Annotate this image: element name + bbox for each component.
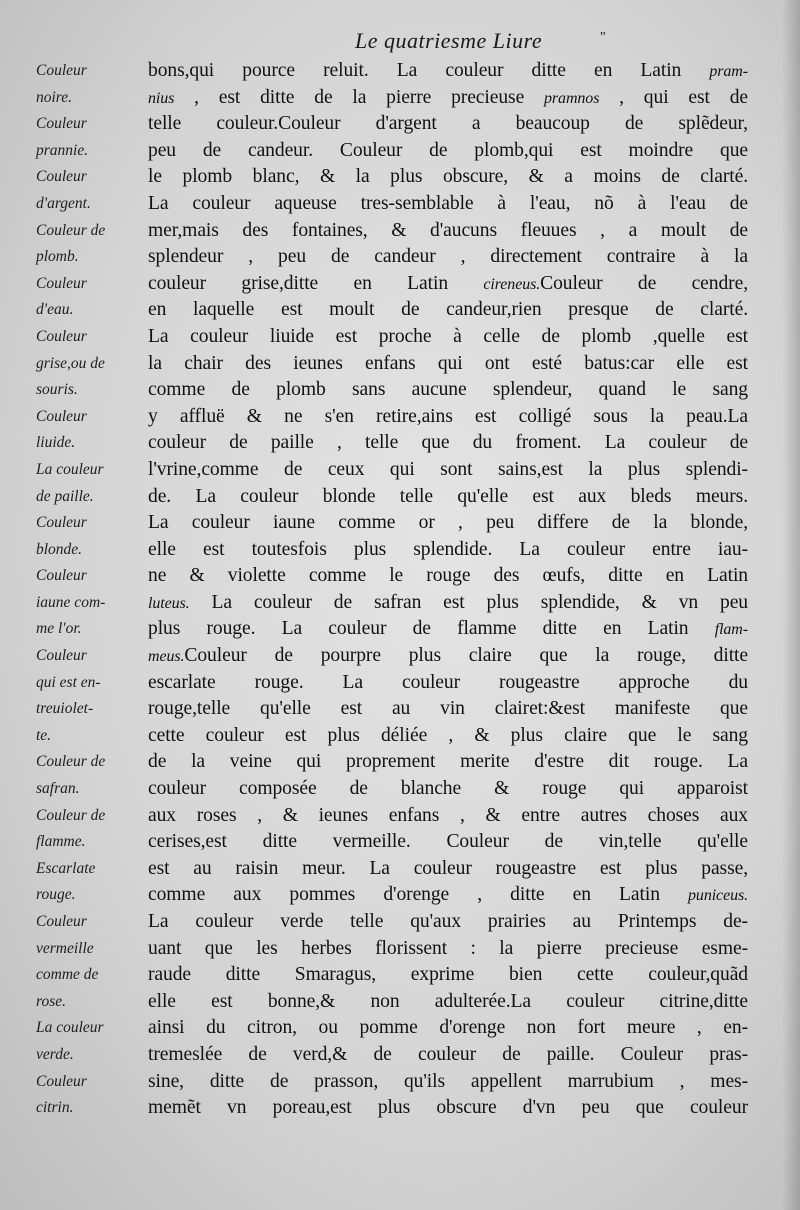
text-run: comme aux pommes d'orenge , ditte en Latin (148, 884, 689, 906)
text-line (148, 723, 748, 750)
text-line (148, 989, 748, 1016)
margin-note: Couleur (36, 168, 87, 186)
text-run: comme de plomb sans aucune splendeur, quand le sang (148, 379, 748, 401)
text-line (148, 670, 748, 697)
text-run: est au raisin meur. La couleur rougeastre est plus passe, (148, 857, 748, 879)
text-run: La couleur de safran est plus splendide, & vn peu (189, 591, 748, 613)
text-line (148, 377, 748, 404)
text-run: de. La couleur blonde telle qu'elle est aux bleds meurs. (148, 485, 748, 507)
margin-note: Couleur (36, 913, 87, 930)
margin-note: safran. (36, 780, 80, 798)
text-run: memẽt vn poreau,est plus obscure d'vn peu que couleur (148, 1097, 748, 1119)
margin-note: Couleur (36, 115, 87, 133)
margin-note: qui est en- (36, 673, 101, 691)
margin-note: La couleur (36, 460, 104, 478)
text-run: telle couleur.Couleur d'argent a beaucoup de splẽdeur, (148, 113, 748, 135)
text-line (148, 351, 748, 378)
latin-term: pramnos (544, 89, 600, 107)
margin-note: iaune com- (36, 593, 106, 611)
text-line (148, 616, 748, 643)
text-line (148, 856, 748, 883)
margin-note: liuide. (36, 434, 76, 452)
margin-note: rose. (36, 992, 66, 1010)
running-header: Le quatriesme Liure (355, 28, 543, 53)
text-line (148, 696, 748, 723)
text-line (148, 643, 748, 670)
margin-note: de paille. (36, 487, 94, 505)
text-run: la chair des ieunes enfans qui ont esté batus:car elle est (148, 352, 748, 374)
text-run: escarlate rouge. La couleur rougeastre approche du (148, 671, 748, 693)
text-run: couleur composée de blanche & rouge qui apparoist (148, 778, 748, 800)
margin-note: plomb. (36, 248, 79, 266)
margin-note: te. (36, 726, 52, 744)
margin-note: Couleur (36, 407, 87, 425)
text-run: rouge,telle qu'elle est au vin clairet:&est manifeste que (148, 698, 748, 720)
margin-note: Couleur (36, 514, 87, 532)
text-line (148, 297, 748, 324)
text-run: ainsi du citron, ou pomme d'orenge non fort meure , en- (148, 1017, 748, 1039)
text-run: de la veine qui proprement merite d'estre dit rouge. La (148, 751, 748, 773)
margin-note: blonde. (36, 540, 83, 558)
margin-note: Couleur (36, 62, 87, 79)
text-run: aux roses , & ieunes enfans , & entre autres choses aux (148, 804, 748, 826)
margin-note: Couleur de (36, 806, 106, 824)
text-line (148, 138, 748, 165)
text-line (148, 776, 748, 803)
text-run: cerises,est ditte vermeille. Couleur de vin,telle qu'elle (148, 831, 748, 853)
text-run: y affluë & ne s'en retire,ains est colligé sous la peau.La (148, 405, 748, 427)
text-run: , est ditte de la pierre precieuse (174, 86, 545, 108)
text-line (148, 1069, 748, 1096)
text-run: couleur grise,ditte en Latin (148, 272, 484, 294)
margin-note: comme de (36, 966, 99, 984)
text-run: cette couleur est plus déliée , & plus claire que le sang (148, 724, 748, 746)
margin-note: Escarlate (36, 859, 96, 877)
text-run: l'vrine,comme de ceux qui sont sains,est la plus splendi- (148, 458, 748, 480)
text-line (148, 404, 748, 431)
text-line (148, 882, 748, 909)
text-run: uant que les herbes florissent : la pierre precieuse esme- (148, 937, 748, 959)
margin-note: Couleur (36, 1072, 87, 1090)
text-line (148, 829, 748, 856)
margin-note: souris. (36, 381, 78, 399)
margin-note: treuiolet- (36, 700, 94, 718)
text-run: mer,mais des fontaines, & d'aucuns fleuues , a moult de (148, 219, 748, 241)
text-line (148, 1042, 748, 1069)
margin-note: Couleur (36, 327, 87, 345)
page-edge-shadow (782, 0, 800, 1210)
text-line (148, 244, 748, 271)
text-run: peu de candeur. Couleur de plomb,qui est moindre que (148, 139, 748, 161)
margin-note: rouge. (36, 886, 76, 904)
text-run: La couleur liuide est proche à celle de plomb ,quelle est (148, 325, 748, 347)
text-line (148, 510, 748, 537)
text-run: bons,qui pource reluit. La couleur ditte en Latin (148, 60, 710, 81)
text-line (148, 58, 748, 85)
header-mark: " (600, 30, 606, 45)
latin-term: flam- (714, 621, 748, 639)
text-run: sine, ditte de prasson, qu'ils appellent marrubium , mes- (148, 1070, 748, 1092)
text-line (148, 271, 748, 298)
text-line (148, 457, 748, 484)
latin-term: cireneus. (483, 275, 541, 293)
text-run: raude ditte Smaragus, exprime bien cette couleur,quãd (148, 964, 748, 986)
latin-term: puniceus. (688, 887, 748, 905)
text-line (148, 1015, 748, 1042)
margin-note: prannie. (36, 141, 89, 159)
text-line (148, 909, 748, 936)
text-run: Couleur de pourpre plus claire que la rouge, ditte (184, 645, 748, 667)
margin-note: La couleur (36, 1019, 104, 1037)
margin-note: verde. (36, 1045, 74, 1063)
text-run: le plomb blanc, & la plus obscure, & a moins de clarté. (148, 166, 748, 188)
text-run: plus rouge. La couleur de flamme ditte en Latin (148, 618, 715, 640)
margin-note: grise,ou de (36, 354, 105, 372)
text-run: couleur de paille , telle que du froment. La couleur de (148, 432, 748, 454)
latin-term: nius (148, 89, 175, 107)
margin-note: Couleur (36, 567, 87, 585)
text-line (148, 962, 748, 989)
text-run: tremeslée de verd,& de couleur de paille. Couleur pras- (148, 1043, 748, 1065)
margin-note: Couleur de (36, 753, 106, 771)
margin-note: noire. (36, 88, 73, 106)
text-run: elle est toutesfois plus splendide. La couleur entre iau- (148, 538, 748, 560)
margin-note: Couleur (36, 647, 87, 665)
text-line (148, 164, 748, 191)
text-line (148, 803, 748, 830)
text-line (148, 191, 748, 218)
text-line (148, 218, 748, 245)
margin-note: d'argent. (36, 194, 91, 212)
text-line (148, 590, 748, 617)
text-line (148, 1095, 748, 1122)
text-run: splendeur , peu de candeur , directement contraire à la (148, 246, 748, 268)
text-line (148, 484, 748, 511)
body-text-column (148, 58, 748, 1122)
margin-note: citrin. (36, 1099, 74, 1117)
latin-term: pram- (709, 63, 748, 80)
text-run: , qui est de (599, 86, 748, 108)
text-run: La couleur aqueuse tres-semblable à l'eau, nõ à l'eau de (148, 192, 748, 214)
text-line (148, 111, 748, 138)
margin-notes-column (36, 58, 148, 1122)
text-line (148, 85, 748, 112)
text-run: ne & violette comme le rouge des œufs, ditte en Latin (148, 565, 748, 587)
margin-note: d'eau. (36, 301, 74, 319)
latin-term: meus. (148, 648, 185, 666)
text-run: elle est bonne,& non adulterée.La couleur citrine,ditte (148, 990, 748, 1012)
text-line (148, 430, 748, 457)
text-run: Couleur de cendre, (540, 272, 748, 294)
text-run: La couleur verde telle qu'aux prairies au Printemps de- (148, 911, 748, 932)
margin-note: vermeille (36, 939, 94, 957)
text-line (148, 537, 748, 564)
margin-note: Couleur (36, 274, 87, 292)
text-line (148, 749, 748, 776)
margin-note: flamme. (36, 833, 86, 851)
margin-note: me l'or. (36, 620, 82, 638)
text-run: La couleur iaune comme or , peu differe de la blonde, (148, 512, 748, 534)
text-line (148, 324, 748, 351)
margin-note: Couleur de (36, 221, 106, 239)
text-run: en laquelle est moult de candeur,rien presque de clarté. (148, 299, 748, 321)
text-line (148, 936, 748, 963)
text-line (148, 563, 748, 590)
latin-term: luteus. (148, 594, 190, 612)
